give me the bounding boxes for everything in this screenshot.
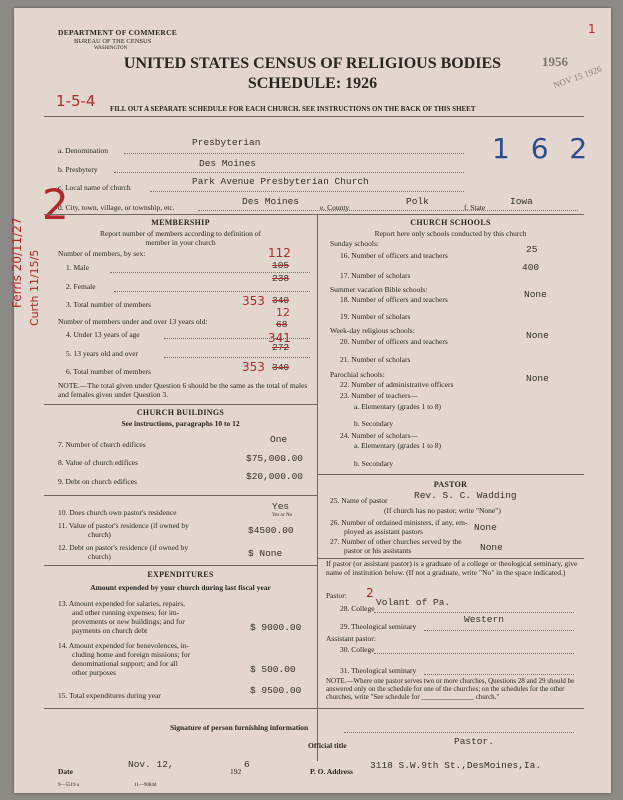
q26-label-2: ployed as assistant pastors xyxy=(344,527,423,536)
q2-female-label: 2. Female xyxy=(66,282,96,291)
q1-male-value: 112 xyxy=(268,246,291,260)
received-stamp: NOV 15 1926 xyxy=(551,63,604,91)
instruction-line: FILL OUT A SEPARATE SCHEDULE FOR EACH CHURCH. SEE INSTRUCTIONS ON THE BACK OF THIS SHEET xyxy=(110,105,476,113)
q23-label: 23. Number of teachers— xyxy=(340,391,418,400)
q3-total-value: 353 xyxy=(242,294,265,308)
city-value: Des Moines xyxy=(242,196,300,207)
corner-mark: 1 xyxy=(588,22,596,36)
q4-under13-label: 4. Under 13 years of age xyxy=(66,330,140,339)
red-large-number: 2 xyxy=(42,180,69,229)
red-annotation-code: 1-5-4 xyxy=(56,92,96,110)
q14-line-2: cluding home and foreign missions; for xyxy=(72,650,191,659)
pastor-note: NOTE.—Where one pastor serves two or more churches, Questions 28 and 29 should be answered only on the schedule for one of the churches; on the schedules for the other churches, write "See schedule for _______________ church." xyxy=(326,677,575,701)
q29-value: Western xyxy=(464,614,504,625)
q6-total-value: 353 xyxy=(242,360,265,374)
year-prefix: 192 xyxy=(230,767,242,776)
form-title: UNITED STATES CENSUS OF RELIGIOUS BODIES xyxy=(123,55,502,72)
q14-value: $ 500.00 xyxy=(250,664,296,675)
q7-label: 7. Number of church edifices xyxy=(58,440,146,449)
date-value: Nov. 12, xyxy=(128,759,174,770)
age-label: Number of members under and over 13 years old: xyxy=(58,317,208,326)
year-digit: 6 xyxy=(244,759,250,770)
q30-label: 30. College xyxy=(340,645,375,654)
q27-label-2: pastor or his assistants xyxy=(344,546,412,555)
q13-value: $ 9000.00 xyxy=(250,622,302,633)
q25-hint: (If church has no pastor, write "None") xyxy=(384,506,501,515)
q1-male-old: 105 xyxy=(272,260,290,271)
county-value: Polk xyxy=(406,196,429,207)
q14-line-3: denominational support; and for all xyxy=(72,659,178,668)
q6-total-label: 6. Total number of members xyxy=(66,367,151,376)
q14-line-4: other purposes xyxy=(72,668,116,677)
q10-value: Yes xyxy=(272,501,290,512)
address-value: 3118 S.W.9th St.,DesMoines,Ia. xyxy=(370,760,542,771)
q5-over13-label: 5. 13 years old and over xyxy=(66,349,139,358)
q12-label-2: church) xyxy=(88,552,111,561)
membership-note: NOTE.—The total given under Question 6 should be the same as the total of males and females given under Question 3. xyxy=(58,381,308,399)
q16-value: 25 xyxy=(526,244,538,255)
q5-over13-value: 341 xyxy=(268,331,291,345)
q13-line-1: 13. Amount expended for salaries, repairs, xyxy=(58,599,186,608)
official-title-value: Pastor. xyxy=(454,736,494,747)
department-label: DEPARTMENT OF COMMERCE xyxy=(58,28,178,37)
q8-value: $75,000.00 xyxy=(246,453,304,464)
q3-total-label: 3. Total number of members xyxy=(66,300,151,309)
state-label: f. State xyxy=(464,203,486,212)
city-label: d. City, town, village, or township, etc. xyxy=(58,203,175,212)
q21-label: 21. Number of scholars xyxy=(340,355,411,364)
q13-line-2: and other running expenses; for im- xyxy=(72,608,180,617)
q9-label: 9. Debt on church edifices xyxy=(58,477,137,486)
signature-label: Signature of person furnishing information xyxy=(170,723,309,732)
q6-total-old: 340 xyxy=(272,362,290,373)
q23a-label: a. Elementary (grades 1 to 8) xyxy=(354,402,442,411)
denomination-label: a. Denomination xyxy=(58,146,108,155)
sunday-label: Sunday schools: xyxy=(330,239,379,248)
q20-value: None xyxy=(526,330,549,341)
denomination-value: Presbyterian xyxy=(192,137,261,148)
county-label: e. County xyxy=(320,203,350,212)
q16-label: 16. Number of officers and teachers xyxy=(340,251,448,260)
q18-value: None xyxy=(524,289,547,300)
state-value: Iowa xyxy=(510,196,533,207)
presbytery-label: b. Presbytery xyxy=(58,165,98,174)
q31-label: 31. Theological seminary xyxy=(340,666,417,675)
washington-label: WASHINGTON xyxy=(94,46,128,51)
q13-line-4: payments on church debt xyxy=(72,626,148,635)
q17-value: 400 xyxy=(522,262,540,273)
q24-label: 24. Number of scholars— xyxy=(340,431,418,440)
q11-label: 11. Value of pastor's residence (if owned by xyxy=(58,521,189,530)
q11-label-2: church) xyxy=(88,530,111,539)
q22-value: None xyxy=(526,373,549,384)
q27-value: None xyxy=(480,542,503,553)
q29-label: 29. Theological seminary xyxy=(340,622,417,631)
expenditures-heading: EXPENDITURES xyxy=(147,570,214,579)
q3-total-old: 340 xyxy=(272,295,290,306)
q18-label: 18. Number of officers and teachers xyxy=(340,295,448,304)
weekday-label: Week-day religious schools: xyxy=(330,326,415,335)
q12-label: 12. Debt on pastor's residence (if owned by xyxy=(58,543,189,552)
q15-label: 15. Total expenditures during year xyxy=(58,691,161,700)
expenditures-sub: Amount expended by your church during last fiscal year xyxy=(90,583,271,592)
header-rule xyxy=(44,116,584,117)
q17-label: 17. Number of scholars xyxy=(340,271,411,280)
q11-value: $4500.00 xyxy=(248,525,294,536)
by-sex-label: Number of members, by sex: xyxy=(58,249,146,258)
buildings-sub: See instructions, paragraphs 10 to 12 xyxy=(121,419,240,428)
side-note-1: Ferris 20/11/27 xyxy=(10,217,24,308)
pastor-sublabel: Pastor: xyxy=(326,591,347,600)
pastor-heading: PASTOR xyxy=(433,480,468,489)
q25-label: 25. Name of pastor xyxy=(330,496,388,505)
schools-heading: CHURCH SCHOOLS xyxy=(410,218,491,227)
q4-under13-old: 68 xyxy=(276,319,288,330)
q12-value: $ None xyxy=(248,548,283,559)
q8-label: 8. Value of church edifices xyxy=(58,458,139,467)
q19-label: 19. Number of scholars xyxy=(340,312,411,321)
q23b-label: b. Secondary xyxy=(354,419,394,428)
q22-label: 22. Number of administrative officers xyxy=(340,380,454,389)
q24b-label: b. Secondary xyxy=(354,459,394,468)
church-name-value: Park Avenue Presbyterian Church xyxy=(192,176,369,187)
q26-label: 26. Number of ordained ministers, if any, em- xyxy=(330,518,468,527)
bureau-label: BUREAU OF THE CENSUS xyxy=(74,38,152,45)
q10-hint: Yes or No xyxy=(272,513,293,518)
assistant-pastor-label: Assistant pastor: xyxy=(326,634,376,643)
blue-page-number: 1 6 2 xyxy=(492,132,594,165)
official-title-label: Official title xyxy=(308,741,347,750)
q27-label: 27. Number of other churches served by the xyxy=(330,537,462,546)
form-number-2: 11—9084d xyxy=(134,783,157,788)
q15-value: $ 9500.00 xyxy=(250,685,302,696)
q14-line-1: 14. Amount expended for benevolences, in- xyxy=(58,641,190,650)
side-note-2: Curth 11/15/5 xyxy=(28,249,41,326)
stamp-number: 1956 xyxy=(542,54,568,69)
q5-over13-old: 272 xyxy=(272,342,290,353)
q2-female-old: 238 xyxy=(272,273,290,284)
parochial-label: Parochial schools: xyxy=(330,370,385,379)
q28-label: 28. College xyxy=(340,604,375,613)
q24a-label: a. Elementary (grades 1 to 8) xyxy=(354,441,442,450)
address-label: P. O. Address xyxy=(310,767,353,776)
q28-value: Volant of Pa. xyxy=(376,597,451,608)
membership-intro-2: member in your church xyxy=(145,238,216,247)
q7-value: One xyxy=(270,434,288,445)
q13-line-3: provements or new buildings; and for xyxy=(72,617,185,626)
summer-label: Summer vacation Bible schools: xyxy=(330,285,428,294)
q1-male-label: 1. Male xyxy=(66,263,89,272)
buildings-heading: CHURCH BUILDINGS xyxy=(136,408,225,417)
q9-value: $20,000.00 xyxy=(246,471,304,482)
presbytery-value: Des Moines xyxy=(199,158,257,169)
census-form-page xyxy=(10,8,611,793)
q28-red-mark: 2 xyxy=(366,586,374,600)
membership-intro: Report number of members according to definition of xyxy=(100,229,261,238)
membership-heading: MEMBERSHIP xyxy=(151,218,210,227)
date-label: Date xyxy=(58,767,73,776)
schools-sub: Report here only schools conducted by this church xyxy=(374,229,527,238)
schedule-title: SCHEDULE: 1926 xyxy=(247,75,378,92)
church-name-label: c. Local name of church xyxy=(58,183,131,192)
q10-label: 10. Does church own pastor's residence xyxy=(58,508,177,517)
q20-label: 20. Number of officers and teachers xyxy=(340,337,448,346)
form-number-1: 9—5519 a xyxy=(58,783,79,788)
graduate-note: If pastor (or assistant pastor) is a graduate of a college or theological seminary, give name of institution below. (If not a graduate, write "No" in the space indicated.) xyxy=(326,559,578,577)
q4-under13-value: 12 xyxy=(276,306,290,319)
q26-value: None xyxy=(474,522,497,533)
q25-value: Rev. S. C. Wadding xyxy=(414,490,517,501)
